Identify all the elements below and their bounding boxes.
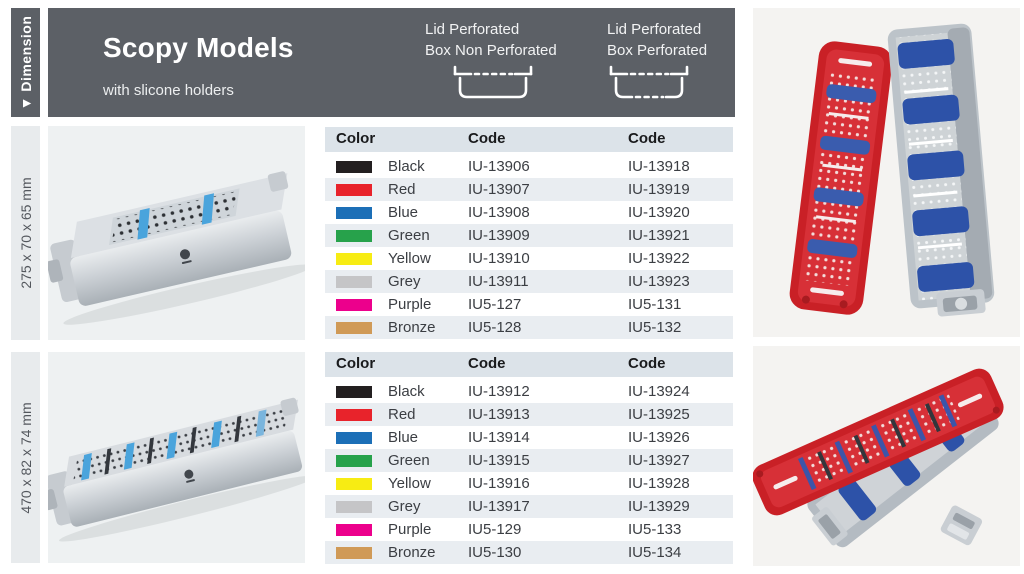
table-row [325,247,733,270]
product-code-1: IU-13913 [468,406,530,423]
dimension-bar [11,8,40,117]
color-swatch [336,455,372,467]
product-image-275 [48,126,305,340]
table-275 [325,127,733,339]
box-non-perforated-icon [452,63,534,101]
product-code-1: IU-13912 [468,383,530,400]
color-name: Yellow [388,250,431,267]
product-code-1: IU-13910 [468,250,530,267]
table-row [325,224,733,247]
color-swatch [336,161,372,173]
color-swatch [336,501,372,513]
dimension-label-2: 470 x 82 x 74 mm [17,401,34,514]
table-row [325,449,733,472]
photo-open-box-and-lid [753,8,1020,337]
photo-lid-on-box-illustration [753,346,1020,566]
product-code-1: IU5-130 [468,544,522,561]
column-header-code1: Code [468,355,506,372]
product-code-1: IU-13915 [468,452,530,469]
table-470 [325,352,733,564]
variant2-label [607,19,707,61]
column-header-code1: Code [468,130,506,147]
color-name: Grey [388,273,421,290]
column-header-code2: Code [628,355,666,372]
table-row [325,155,733,178]
scopy-box-470-illustration [48,352,305,563]
latch [936,289,986,317]
product-code-1: IU5-129 [468,521,522,538]
color-swatch [336,253,372,265]
table-row [325,293,733,316]
color-name: Black [388,158,425,175]
product-code-2: IU5-133 [628,521,682,538]
product-code-2: IU-13924 [628,383,690,400]
color-name: Blue [388,429,419,446]
dimension-strip-2 [11,352,40,563]
color-swatch [336,478,372,490]
dimension-bar-label: ▼ Dimension [17,15,34,110]
table-header-row [325,127,733,152]
color-swatch [336,207,372,219]
product-code-1: IU5-127 [468,296,522,313]
header-band [48,8,735,117]
color-name: Green [388,452,430,469]
product-code-2: IU-13918 [628,158,690,175]
table-row [325,472,733,495]
box-perforated-icon [608,63,690,101]
product-code-1: IU-13906 [468,158,530,175]
color-swatch [336,524,372,536]
dimension-label-1: 275 x 70 x 65 mm [17,177,34,289]
table-row [325,518,733,541]
color-swatch [336,386,372,398]
table-row [325,316,733,339]
variant1-line1: Lid Perforated [425,21,520,38]
color-name: Purple [388,296,432,313]
column-header-color: Color [336,130,376,147]
color-swatch [336,184,372,196]
color-name: Blue [388,204,419,221]
photo-lid-on-box [753,346,1020,566]
product-code-2: IU-13929 [628,498,690,515]
column-header-color: Color [336,355,376,372]
variant1-label [425,19,557,61]
product-code-2: IU-13928 [628,475,690,492]
product-code-2: IU-13919 [628,181,690,198]
product-code-1: IU-13917 [468,498,530,515]
variant1-line2: Box Non Perforated [425,42,557,59]
color-name: Green [388,227,430,244]
product-code-1: IU-13909 [468,227,530,244]
color-name: Yellow [388,475,431,492]
page-title: Scopy Models [103,32,294,63]
column-header-code2: Code [628,130,666,147]
product-code-2: IU-13925 [628,406,690,423]
color-name: Red [388,406,416,423]
product-code-2: IU5-134 [628,544,682,561]
product-image-470 [48,352,305,563]
product-code-2: IU-13923 [628,273,690,290]
product-code-2: IU5-131 [628,296,682,313]
color-name: Purple [388,521,432,538]
table-row [325,541,733,564]
table-row [325,201,733,224]
color-name: Grey [388,498,421,515]
product-code-2: IU-13922 [628,250,690,267]
table-row [325,403,733,426]
product-code-1: IU-13908 [468,204,530,221]
product-code-1: IU-13911 [468,273,529,290]
color-swatch [336,409,372,421]
table-row [325,270,733,293]
color-swatch [336,322,372,334]
dimension-strip-1 [11,126,40,340]
table-row [325,380,733,403]
variant2-line1: Lid Perforated [607,21,702,38]
color-swatch [336,432,372,444]
table-row [325,426,733,449]
product-code-1: IU5-128 [468,319,522,336]
color-name: Black [388,383,425,400]
product-code-2: IU-13920 [628,204,690,221]
color-swatch [336,299,372,311]
color-swatch [336,276,372,288]
product-code-2: IU-13926 [628,429,690,446]
color-name: Bronze [388,544,436,561]
variant2-line2: Box Perforated [607,42,708,59]
product-code-2: IU-13921 [628,227,690,244]
product-code-2: IU5-132 [628,319,682,336]
product-code-1: IU-13907 [468,181,530,198]
product-code-1: IU-13914 [468,429,530,446]
page-subtitle: with slicone holders [103,82,234,99]
color-name: Red [388,181,416,198]
product-code-1: IU-13916 [468,475,530,492]
color-swatch [336,230,372,242]
photo-open-box-illustration [753,8,1020,337]
product-code-2: IU-13927 [628,452,690,469]
table-row [325,495,733,518]
color-name: Bronze [388,319,436,336]
table-header-row [325,352,733,377]
color-swatch [336,547,372,559]
scopy-box-275-illustration [48,126,305,340]
table-row [325,178,733,201]
